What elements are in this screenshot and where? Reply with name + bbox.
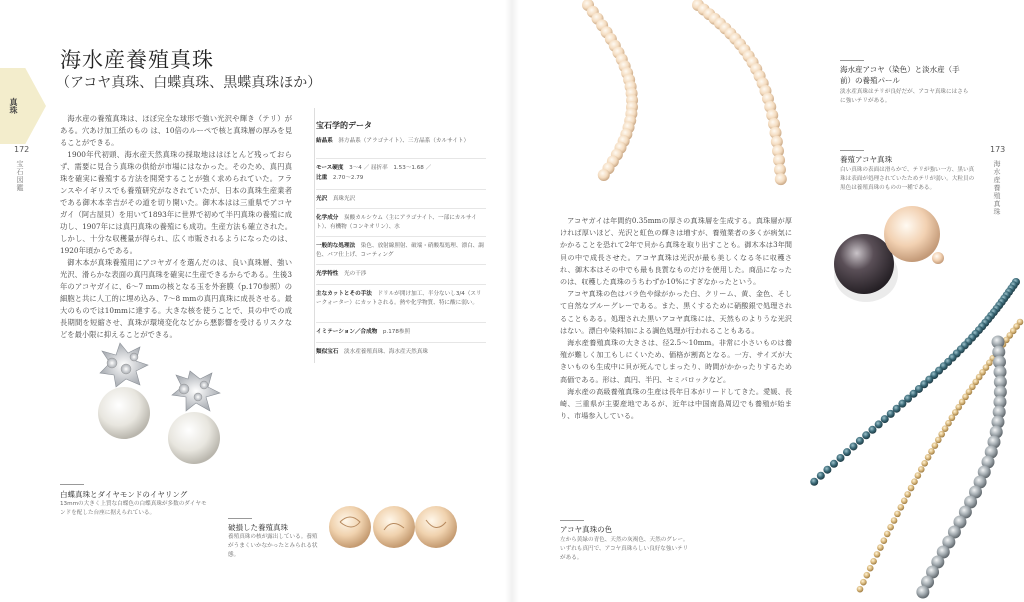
pearl-bead — [932, 442, 939, 449]
body-paragraph: アコヤガイは年間約0.35mmの厚さの真珠層を生成する。真珠層が厚ければ厚いほど、光沢と虹色の輝きは増すが、養殖業者の多くが病気にかかることを恐れて2年で貝から真珠を取り出すことも。御木本は3年間貝の中で成長させた。アコヤ真珠は光沢が最も美しくなる冬に収穫され、御木本はその中でも最も良質なものだけを使用した。商品になったのは、収穫した真珠のうちわずか10%にすぎなかったという。 — [560, 216, 792, 287]
pearl-bead — [775, 173, 787, 185]
pearl-bead — [915, 472, 922, 479]
divider — [316, 284, 486, 285]
gem-data-row — [316, 164, 486, 173]
damaged-pearl-caption-title: 破損した養殖真珠 — [228, 523, 288, 532]
pearl-bead — [928, 448, 935, 455]
loose-pearls-caption-title: 養殖アコヤ真珠 — [840, 155, 893, 164]
divider — [316, 322, 486, 323]
pearl-bead — [823, 466, 831, 474]
pink-pearl — [884, 206, 944, 264]
pearl-bead — [868, 426, 876, 434]
gem-data-row — [316, 348, 486, 357]
pearl-bead — [887, 410, 895, 418]
gem-data-row — [316, 174, 486, 183]
gem-data-row — [316, 270, 486, 279]
loose-pearls-caption-text: 白い真珠の表面は滑らかで、テリが強い一方、黒い真珠は表面が処理されていたためテリが弱い。大粒貝の黒色は養殖真珠のものの一種である。 — [840, 167, 975, 191]
gem-data-label: 一般的な処理法 — [316, 243, 356, 249]
body-paragraph: 御木本が真珠養殖用にアコヤガイを選んだのは、良い真珠層、強い光沢、滑らかな表面の真円真珠を確実に生産できるからである。生後3年のアコヤガイに、6～7 mmの核となる玉を外套膜（p.170参照）の細胞と共に人工的に埋め込み、7～8 mmの真円真珠に成長させる。最大のものでは10mmに達する。大きな核を使うことで、貝の中での成長期間を短縮させ、真珠が環境変化などから悪影響を受けるリスクなどを最小限に抑えることができる。 — [60, 258, 292, 339]
akoya-colors-caption-title: アコヤ真珠の色 — [560, 525, 613, 534]
pearl-bead — [898, 504, 905, 511]
earring-left — [98, 343, 150, 439]
body-paragraph: アコヤ真珠の色はバラ色や緑がかった白、クリーム、黄、金色、そして自然なブルーグレーである。また、黒くするために硝酸銀で処理されることもある。処理された黒いアコヤ真珠には、天然ものよりうな光沢はない。漂白や染料加による調色処理が行われることもある。 — [560, 289, 792, 335]
pearl-bead — [837, 454, 845, 462]
pearl-bead — [911, 478, 918, 485]
pearl-bead — [918, 466, 925, 473]
pearl-bead — [843, 448, 851, 456]
akoya-colors-caption-text: 左から黄緑の青色、天然の灰褐色、天然のグレー。いずれも真円で、アコヤ真珠らしい良好な強いテリがある。 — [560, 537, 689, 561]
gem-data-value: 淡水産養殖真珠、海水産天然真珠 — [344, 349, 428, 355]
gem-data-value: 真珠光沢 — [332, 196, 356, 202]
page-number-right: 173 — [990, 145, 1006, 154]
body-paragraph: 海水産の高級養殖真珠の生産は長年日本がリードしてきた。愛媛、長崎、三重県が主要産地であるが、近年は中国南島周辺でも養殖が始まり、市場参入している。 — [560, 386, 792, 421]
pearl-bead — [817, 472, 825, 480]
page-subtitle: （アコヤ真珠、白蝶真珠、黒蝶真珠ほか） — [56, 75, 322, 91]
gem-data-row — [316, 290, 486, 308]
pearl-bead — [894, 511, 901, 518]
gem-data-row — [316, 214, 486, 232]
earrings-photo — [82, 335, 242, 475]
damaged-pearl — [415, 506, 457, 548]
page-number-left: 172 — [14, 145, 30, 154]
pearl-bead — [881, 537, 888, 544]
gem-data-heading: 宝石学的データ — [316, 121, 372, 130]
divider — [228, 518, 252, 519]
gem-data-label: イミテーション／合成物 — [316, 329, 378, 335]
gray-pearl-strand — [916, 336, 1006, 599]
pearl-bead — [870, 558, 877, 565]
pearl-bead — [857, 586, 864, 593]
pearl-bead — [830, 460, 838, 468]
gem-data-label: 結晶系 — [316, 138, 333, 144]
divider — [60, 484, 84, 485]
divider — [316, 342, 486, 343]
gem-data-row — [316, 195, 486, 204]
gem-data-value: 2.70～2.79 — [332, 175, 364, 181]
pearl-bead — [810, 478, 818, 486]
gem-data-label: 主なカットとその手法 — [316, 291, 372, 297]
divider — [316, 236, 486, 237]
strand-caption-title: 海水産アコヤ（染色）と淡水産（手前）の養殖パール — [840, 65, 960, 85]
pearl-bead — [916, 586, 929, 599]
gem-data-value: ドリルが開け加工、半分ないし3/4（スリークォーター）にカットされる。熱や化学物質、特に酸に弱い。 — [316, 291, 482, 306]
pearl-bead — [860, 579, 867, 586]
divider — [840, 150, 864, 151]
divider — [316, 158, 486, 159]
gem-data-value: 斜方晶系（アラゴナイト）、三方晶系（カルサイト） — [338, 138, 470, 144]
pearl-bead — [849, 442, 857, 450]
gem-data-label: 光学特性 — [316, 271, 339, 277]
damaged-pearl — [373, 506, 415, 548]
pearl-bead — [921, 460, 928, 467]
strand-caption-text: 淡水産真珠はテリが良好だが、アコヤ真珠にはさらに強いテリがある。 — [840, 89, 969, 104]
pearl-bead — [938, 431, 945, 438]
pearl-bead — [884, 531, 891, 538]
earring-caption-text: 13mmの大きく上質な白蝶色の白蝶真珠が多数のダイヤモンドを配した台座に据えられている。 — [60, 501, 207, 516]
pearl-bead — [881, 415, 889, 423]
pearl-bead — [945, 420, 952, 427]
pearl-bead — [867, 565, 874, 572]
earring-caption-title: 白蝶真珠とダイヤモンドのイヤリング — [60, 490, 188, 499]
gem-data-row — [316, 137, 486, 146]
divider — [840, 60, 864, 61]
pearl-bead — [875, 420, 883, 428]
left-body-text — [60, 113, 292, 341]
running-head-left: 宝石図鑑 — [16, 160, 24, 192]
page-title: 海水産養殖真珠 — [60, 48, 214, 72]
gem-data-value: 光の干渉 — [344, 271, 367, 277]
pearl-bead — [877, 544, 884, 551]
pearl-bead — [874, 551, 881, 558]
pearl-bead — [904, 491, 911, 498]
gem-data-row — [316, 242, 486, 260]
earring-right — [168, 371, 220, 464]
divider — [316, 189, 486, 190]
gem-data-value: p.178参照 — [382, 329, 411, 335]
body-paragraph: 1900年代初頭、海水産天然真珠の採取地ははほとんど残っておらず、需要に見合う真珠の供給が市場にはなかった。そのため、真円真珠を確実に養殖する方法を開発することが強く求められていた。フランスやイギリスでも養殖研究がなされていたが、日本の真珠生産業者である御木本幸吉がその道を切り開いた。御木本はは三重県でアコヤガイ（阿古屋貝）を用いて1893年に世界で初めて半円真珠の養殖に成功し、1907年には真円真珠の養殖にも成功。生産方法も確立された。しかし、十分な収穫量が得られ、広く市販されるようになったのは、1920年頃からである。 — [60, 150, 292, 255]
gem-data-label: 比重 — [316, 175, 328, 181]
body-paragraph: 海水産の養殖真珠は、ほぼ完全な球形で強い光沢や輝き（テリ）がある。穴あけ加工紙のもの は、10倍のルーペで核と真珠層の厚みを見ることができる。 — [60, 114, 292, 147]
running-head-right: 海水産養殖真珠 — [993, 160, 1001, 216]
akoya-strands-photo — [548, 0, 848, 200]
chapter-tab-label: 真珠 — [9, 98, 18, 114]
right-body-text — [560, 215, 792, 422]
damaged-pearl-caption-text: 養殖真珠の核が露出している。養殖がうまくいかなかったとみられる状態。 — [228, 534, 318, 558]
gem-data-label: 光沢 — [316, 196, 328, 202]
gem-data-label: モース硬度 — [316, 165, 344, 171]
pearl-bead — [862, 431, 870, 439]
pearl-strand — [582, 0, 638, 181]
gem-data-value: 3～4 ／ 屈折率 1.53～1.68 ／ — [349, 165, 432, 171]
body-paragraph: 海水産養殖真珠の大きさは、径2.5～10mm。非常に小さいものは養殖が難しく加工もしにくいため、価格が割高となる。一方、サイズが大きいものも生成中に貝が死んでしまったり、時間がかかったりするため高価である。形は、真円、半円、セミバロックなど。 — [560, 338, 792, 384]
gem-data-value: 炭酸カルシウム（主にアラゴナイト、一部にカルサイト）、有機物（コンキオリン）、水 — [316, 215, 477, 230]
gem-data-label: 類似宝石 — [316, 349, 339, 355]
gem-data-row — [316, 328, 486, 337]
pearl-bead — [942, 425, 949, 432]
divider — [316, 208, 486, 209]
pearl-bead — [901, 498, 908, 505]
colored-strands-photo — [780, 262, 1024, 602]
damaged-pearls-photo — [322, 500, 462, 555]
pearl-bead — [891, 517, 898, 524]
pearl-bead — [925, 454, 932, 461]
pearl-bead — [598, 169, 610, 181]
divider — [316, 264, 486, 265]
pearl-bead — [935, 437, 942, 444]
pearl-bead — [887, 524, 894, 531]
pearl-strand — [692, 0, 787, 185]
pearl-bead — [864, 572, 871, 579]
gem-data-label: 化学成分 — [316, 215, 339, 221]
gem-data-value: 染色、放射線照射、破端・硝酸塩処理、漂白、調色、バフ仕上げ、コーティング — [316, 243, 484, 258]
pearl-bead — [908, 485, 915, 492]
damaged-pearl — [329, 506, 371, 548]
page-gutter — [505, 0, 519, 602]
divider — [560, 520, 584, 521]
pearl-bead — [856, 437, 864, 445]
